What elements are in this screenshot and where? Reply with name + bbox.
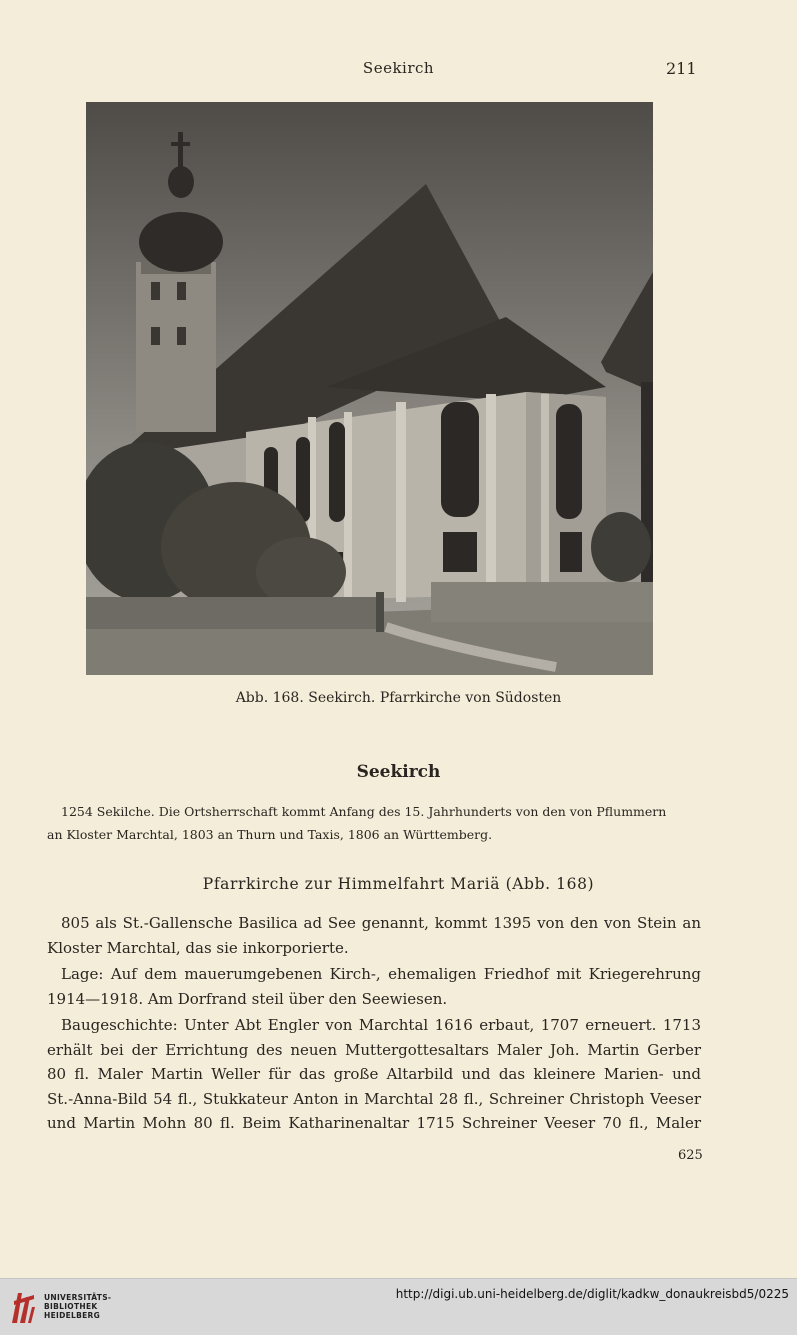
page-number: 211 — [666, 59, 697, 78]
logo-line: HEIDELBERG — [44, 1311, 101, 1320]
text-line: erhält bei der Errichtung des neuen Muttergottesaltars Maler Joh. Martin Gerber — [47, 1040, 701, 1059]
library-logo-icon — [8, 1287, 38, 1327]
text-line: und Martin Mohn 80 fl. Beim Katharinenaltar 1715 Schreiner Veeser 70 fl., Maler — [47, 1114, 701, 1132]
section-title: Seekirch — [356, 762, 441, 782]
text-line: Kloster Marchtal, das sie inkorporierte. — [47, 938, 349, 957]
text-line: Baugeschichte: Unter Abt Engler von Marchtal 1616 erbaut, 1707 erneuert. 1713 — [61, 1016, 701, 1034]
text-line: 805 als St.-Gallensche Basilica ad See genannt, kommt 1395 von den von Stein an — [61, 914, 701, 932]
library-logo-text — [44, 1293, 111, 1320]
logo-line: BIBLIOTHEK — [44, 1302, 98, 1311]
text-line: St.-Anna-Bild 54 fl., Stukkateur Anton in Marchtal 28 fl., Schreiner Christoph Veeser — [47, 1089, 701, 1108]
paragraph-intro — [47, 911, 701, 960]
subsection-title: Pfarrkirche zur Himmelfahrt Mariä (Abb. 168) — [202, 875, 595, 893]
text-line: 80 fl. Maler Martin Weller für das große Altarbild und das kleinere Marien- und — [47, 1065, 701, 1083]
figure-caption: Abb. 168. Seekirch. Pfarrkirche von Südosten — [235, 690, 562, 706]
text-line: Lage: Auf dem mauerumgebenen Kirch-, ehemaligen Friedhof mit Kriegerehrung — [61, 965, 701, 983]
history-note-line: 1254 Sekilche. Die Ortsherrschaft kommt Anfang des 15. Jahrhunderts von den von Pflummern — [61, 804, 667, 819]
folio-number: 625 — [678, 1148, 703, 1163]
library-footer — [0, 1278, 797, 1335]
logo-line: UNIVERSITÄTS- — [44, 1293, 112, 1302]
history-note-line: an Kloster Marchtal, 1803 an Thurn und Taxis, 1806 an Württemberg. — [47, 827, 493, 842]
church-illustration — [86, 102, 653, 675]
church-photograph — [86, 102, 653, 675]
paragraph-building-history — [47, 1013, 701, 1136]
text-line: 1914—1918. Am Dorfrand steil über den Seewiesen. — [47, 989, 448, 1008]
permalink-url[interactable]: http://digi.ub.uni-heidelberg.de/diglit/kadkw_donaukreisbd5/0225 — [395, 1287, 789, 1301]
paragraph-location — [47, 962, 701, 1011]
history-note — [47, 800, 699, 846]
running-title: Seekirch — [362, 59, 435, 77]
